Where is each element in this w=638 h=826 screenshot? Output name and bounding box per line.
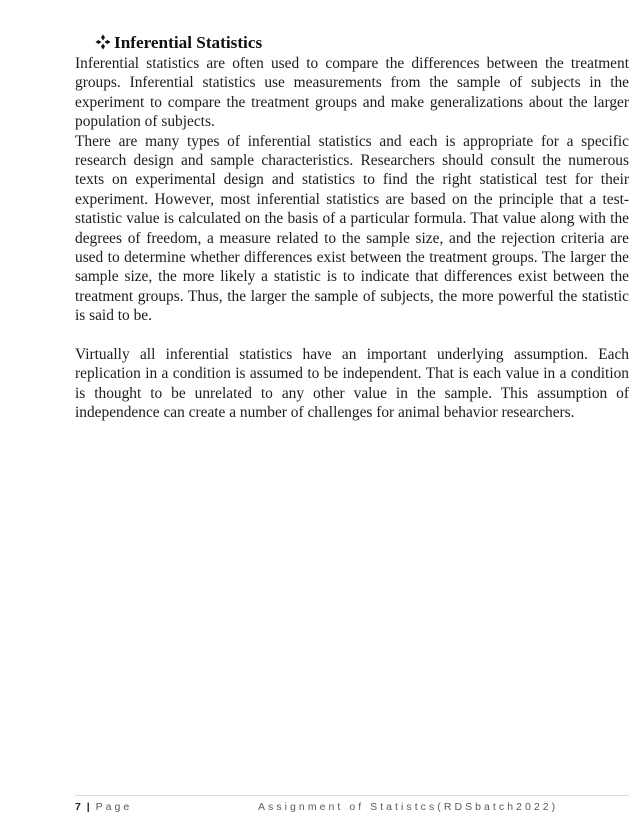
paragraph-assumption: Virtually all inferential statistics have an important underlying assumption. Each replication in a condition is assumed to be independent. That is each value in a condition is thought to be unrelated to any other value in the sample. This assumption of independence can create a number of challenges for animal behavior researchers. <box>75 345 629 421</box>
diamond-star-bullet-icon <box>95 34 111 50</box>
paragraph-intro: Inferential statistics are often used to compare the differences between the treatment groups. Inferential statistics use measurements from the sample of subjects in the experiment to compare the treatment groups and make generalizations about the larger population of subjects. <box>75 55 629 131</box>
footer-separator: | <box>86 801 90 813</box>
footer-document-title: Assignment of Statistcs(RDSbatch2022) <box>258 801 559 813</box>
paragraph-types: There are many types of inferential statistics and each is appropriate for a specific research design and sample characteristics. Researchers should consult the numerous texts on experimental design and statistics to find the right statistical test for their experiment. However, most inferential statistics are based on the principle that a test-statistic value is calculated on the basis of a particular formula. That value along with the degrees of freedom, a measure related to the sample size, and the rejection criteria are used to determine whether differences exist between the treatment groups. The larger the sample size, the more likely a statistic is to indicate that differences exist between the treatment groups. Thus, the larger the sample of subjects, the more powerful the statistic is said to be. <box>75 132 629 325</box>
footer-page-number: 7 <box>75 801 81 813</box>
page-content <box>75 32 629 422</box>
page-footer <box>75 795 629 820</box>
footer-page-label <box>75 801 132 813</box>
footer-page-word: Page <box>95 801 133 813</box>
section-heading <box>95 32 629 54</box>
section-title: Inferential Statistics <box>114 33 263 53</box>
